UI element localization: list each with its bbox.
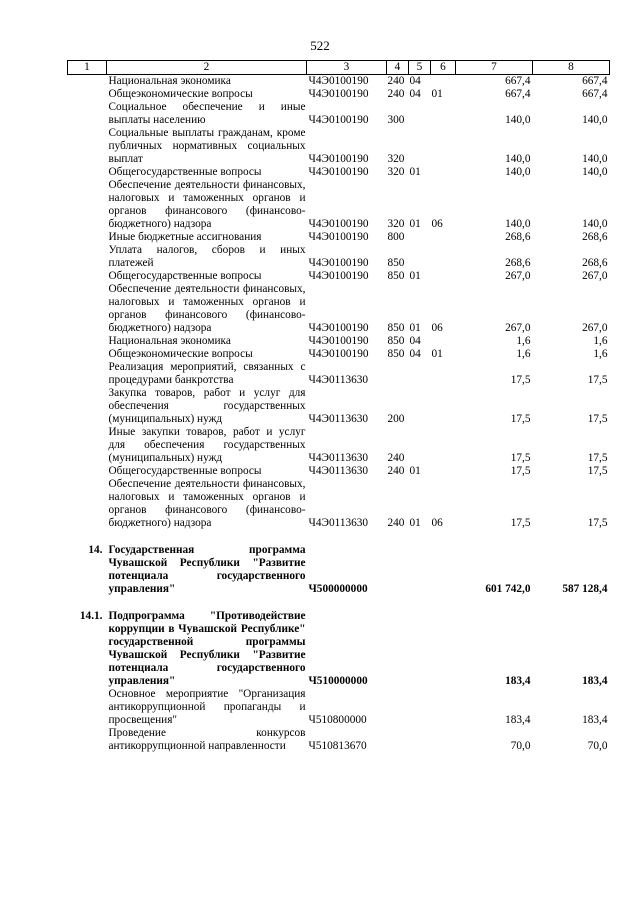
row-name: Иные бюджетные ассигнования <box>108 231 262 243</box>
row-section: 01 <box>409 465 421 477</box>
row-amount-year-2: 268,6 <box>582 231 608 243</box>
row-amount-year-1: 140,0 <box>505 153 531 165</box>
row-amount-year-2: 267,0 <box>582 270 608 282</box>
row-amount-year-2: 268,6 <box>582 257 608 269</box>
row-subsection <box>431 387 456 426</box>
row-number: 14. <box>88 544 103 556</box>
row-number <box>68 688 107 727</box>
row-expense-type: 850 <box>387 348 405 360</box>
row-code: Ч4Э0100190 <box>308 88 369 100</box>
header-col-8: 8 <box>533 61 610 75</box>
row-amount-year-2: 140,0 <box>582 218 608 230</box>
row-subsection <box>431 127 456 166</box>
row-section: 01 <box>409 517 421 529</box>
row-number <box>68 231 107 244</box>
row-amount-year-1: 17,5 <box>510 452 531 464</box>
table-row <box>68 361 610 387</box>
row-subsection: 01 <box>431 348 443 360</box>
page-number: 522 <box>310 38 330 53</box>
row-name: Реализация мероприятий, связанных с процедурами банкротства <box>108 361 306 386</box>
table-row <box>68 283 610 335</box>
header-col-1: 1 <box>68 61 107 75</box>
row-section <box>409 127 431 166</box>
row-amount-year-1: 183,4 <box>505 714 531 726</box>
row-subsection <box>431 231 456 244</box>
row-expense-type: 800 <box>387 231 405 243</box>
row-subsection <box>431 361 456 387</box>
row-expense-type: 850 <box>387 335 405 347</box>
row-subsection: 06 <box>431 322 443 334</box>
row-amount-year-2: 587 128,4 <box>562 583 608 595</box>
row-section: 01 <box>409 166 421 178</box>
row-number <box>68 335 107 348</box>
row-code: Ч4Э0100190 <box>308 114 369 126</box>
row-number <box>68 361 107 387</box>
row-expense-type: 240 <box>387 88 405 100</box>
table-row <box>68 544 610 596</box>
row-section <box>409 361 431 387</box>
row-code: Ч4Э0100190 <box>308 322 369 334</box>
row-amount-year-2: 17,5 <box>587 465 608 477</box>
row-amount-year-1: 667,4 <box>505 75 531 87</box>
spacer-cell <box>68 530 610 544</box>
row-number <box>68 348 107 361</box>
row-name: Общегосударственные вопросы <box>108 166 262 178</box>
row-expense-type <box>387 544 409 596</box>
row-expense-type: 240 <box>387 75 405 87</box>
table-row <box>68 348 610 361</box>
table-row <box>68 75 610 89</box>
row-code: Ч4Э0100190 <box>308 231 369 243</box>
row-name: Общеэкономические вопросы <box>108 88 253 100</box>
row-section <box>409 387 431 426</box>
row-subsection <box>431 166 456 179</box>
row-number <box>68 465 107 478</box>
row-name: Обеспечение деятельности финансовых, налоговых и таможенных органов и органов финансового (финансово-бюджетного) надзора <box>108 179 306 230</box>
row-amount-year-1: 140,0 <box>505 166 531 178</box>
row-section <box>409 688 431 727</box>
row-name: Общеэкономические вопросы <box>108 348 253 360</box>
row-number <box>68 387 107 426</box>
table-header-row <box>68 61 610 75</box>
row-expense-type <box>387 610 409 688</box>
row-section <box>409 101 431 127</box>
row-amount-year-1: 17,5 <box>510 374 531 386</box>
row-expense-type: 240 <box>387 517 405 529</box>
row-amount-year-2: 667,4 <box>582 75 608 87</box>
row-subsection: 06 <box>431 218 443 230</box>
row-code: Ч4Э0100190 <box>308 335 369 347</box>
table-row <box>68 244 610 270</box>
row-expense-type: 850 <box>387 322 405 334</box>
row-number <box>68 101 107 127</box>
row-expense-type: 320 <box>387 218 405 230</box>
row-number <box>68 244 107 270</box>
row-subsection <box>431 101 456 127</box>
table-row <box>68 88 610 101</box>
row-amount-year-2: 17,5 <box>587 517 608 529</box>
row-section <box>409 544 431 596</box>
row-name: Подпрограмма "Противодействие коррупции в Чувашской Республике" государственной программы Чувашской Республики "Развитие потенциала государственного управления" <box>108 610 306 687</box>
row-amount-year-1: 267,0 <box>505 270 531 282</box>
row-code: Ч500000000 <box>308 583 368 595</box>
header-col-7: 7 <box>456 61 533 75</box>
row-amount-year-2: 183,4 <box>582 675 608 687</box>
table-spacer-row <box>68 596 610 610</box>
row-section: 01 <box>409 322 421 334</box>
row-number <box>68 179 107 231</box>
row-name: Основное мероприятие "Организация антикоррупционной пропаганды и просвещения" <box>108 688 306 726</box>
row-amount-year-1: 17,5 <box>510 517 531 529</box>
table-row <box>68 166 610 179</box>
row-amount-year-2: 1,6 <box>593 348 608 360</box>
row-name: Обеспечение деятельности финансовых, налоговых и таможенных органов и органов финансового (финансово-бюджетного) надзора <box>108 478 306 529</box>
row-amount-year-2: 70,0 <box>587 740 608 752</box>
row-section: 04 <box>409 88 421 100</box>
row-expense-type: 850 <box>387 270 405 282</box>
row-expense-type: 240 <box>387 465 405 477</box>
row-amount-year-1: 1,6 <box>516 335 531 347</box>
row-name: Национальная экономика <box>108 75 231 87</box>
row-amount-year-2: 1,6 <box>593 335 608 347</box>
row-name: Социальное обеспечение и иные выплаты населению <box>108 101 306 126</box>
row-subsection <box>431 75 456 89</box>
table-row <box>68 127 610 166</box>
row-code: Ч4Э0113630 <box>308 374 369 386</box>
table-row <box>68 387 610 426</box>
row-number <box>68 166 107 179</box>
row-amount-year-1: 140,0 <box>505 114 531 126</box>
row-code: Ч4Э0113630 <box>308 413 369 425</box>
row-number <box>68 478 107 530</box>
budget-table <box>67 60 610 753</box>
header-col-2: 2 <box>107 61 307 75</box>
row-number <box>68 727 107 753</box>
row-section <box>409 426 431 465</box>
row-section: 04 <box>409 335 421 347</box>
row-amount-year-1: 268,6 <box>505 257 531 269</box>
table-row <box>68 478 610 530</box>
row-name: Общегосударственные вопросы <box>108 270 262 282</box>
row-name: Иные закупки товаров, работ и услуг для обеспечения государственных (муниципальных) нужд <box>108 426 306 464</box>
row-amount-year-1: 140,0 <box>505 218 531 230</box>
row-section: 01 <box>409 218 421 230</box>
row-amount-year-1: 1,6 <box>516 348 531 360</box>
row-subsection: 01 <box>431 88 443 100</box>
row-amount-year-1: 183,4 <box>505 675 531 687</box>
row-amount-year-2: 183,4 <box>582 714 608 726</box>
row-code: Ч4Э0113630 <box>308 452 369 464</box>
row-number <box>68 283 107 335</box>
header-col-6: 6 <box>431 61 456 75</box>
row-section: 04 <box>409 75 421 87</box>
row-subsection <box>431 544 456 596</box>
table-row <box>68 688 610 727</box>
row-expense-type: 300 <box>387 114 405 126</box>
row-code: Ч4Э0100190 <box>308 218 369 230</box>
row-code: Ч510813670 <box>308 740 367 752</box>
row-section: 04 <box>409 348 421 360</box>
row-subsection <box>431 426 456 465</box>
row-name: Общегосударственные вопросы <box>108 465 262 477</box>
row-amount-year-2: 667,4 <box>582 88 608 100</box>
table-row <box>68 179 610 231</box>
row-expense-type: 200 <box>387 413 405 425</box>
row-code: Ч4Э0100190 <box>308 153 369 165</box>
row-number <box>68 88 107 101</box>
table-row <box>68 101 610 127</box>
row-code: Ч510800000 <box>308 714 367 726</box>
row-amount-year-1: 667,4 <box>505 88 531 100</box>
row-number: 14.1. <box>79 610 103 622</box>
table-row <box>68 727 610 753</box>
row-amount-year-1: 601 742,0 <box>485 583 531 595</box>
table-row <box>68 270 610 283</box>
row-code: Ч4Э0100190 <box>308 257 369 269</box>
row-name: Уплата налогов, сборов и иных платежей <box>108 244 306 269</box>
table-row <box>68 335 610 348</box>
row-section: 01 <box>409 270 421 282</box>
row-name: Социальные выплаты гражданам, кроме публичных нормативных социальных выплат <box>108 127 306 165</box>
row-amount-year-2: 17,5 <box>587 413 608 425</box>
row-amount-year-2: 17,5 <box>587 452 608 464</box>
row-name: Государственная программа Чувашской Республики "Развитие потенциала государственного управления" <box>108 544 306 595</box>
table-row <box>68 231 610 244</box>
row-number <box>68 270 107 283</box>
row-amount-year-1: 70,0 <box>510 740 531 752</box>
row-section <box>409 244 431 270</box>
table-row <box>68 610 610 688</box>
row-code: Ч4Э0100190 <box>308 166 369 178</box>
row-subsection <box>431 610 456 688</box>
row-section <box>409 727 431 753</box>
header-col-5: 5 <box>409 61 431 75</box>
row-amount-year-1: 267,0 <box>505 322 531 334</box>
row-amount-year-2: 140,0 <box>582 153 608 165</box>
row-amount-year-1: 268,6 <box>505 231 531 243</box>
row-subsection <box>431 727 456 753</box>
row-amount-year-1: 17,5 <box>510 413 531 425</box>
row-name: Обеспечение деятельности финансовых, налоговых и таможенных органов и органов финансового (финансово-бюджетного) надзора <box>108 283 306 334</box>
row-code: Ч4Э0113630 <box>308 465 369 477</box>
row-number <box>68 127 107 166</box>
row-subsection <box>431 270 456 283</box>
row-subsection <box>431 335 456 348</box>
row-expense-type: 320 <box>387 166 405 178</box>
row-code: Ч4Э0100190 <box>308 75 369 87</box>
header-col-4: 4 <box>387 61 409 75</box>
row-amount-year-2: 140,0 <box>582 166 608 178</box>
row-amount-year-2: 140,0 <box>582 114 608 126</box>
row-amount-year-2: 17,5 <box>587 374 608 386</box>
header-col-3: 3 <box>307 61 387 75</box>
row-amount-year-2: 267,0 <box>582 322 608 334</box>
table-row <box>68 426 610 465</box>
row-subsection <box>431 244 456 270</box>
row-subsection: 06 <box>431 517 443 529</box>
row-expense-type: 850 <box>387 257 405 269</box>
table-row <box>68 465 610 478</box>
table-spacer-row <box>68 530 610 544</box>
row-expense-type <box>387 361 409 387</box>
row-section <box>409 231 431 244</box>
row-name: Национальная экономика <box>108 335 231 347</box>
row-name: Закупка товаров, работ и услуг для обеспечения государственных (муниципальных) нужд <box>108 387 306 425</box>
row-expense-type <box>387 727 409 753</box>
row-code: Ч510000000 <box>308 675 368 687</box>
row-code: Ч4Э0100190 <box>308 348 369 360</box>
row-name: Проведение конкурсов антикоррупционной направленности <box>108 727 306 752</box>
row-expense-type: 240 <box>387 452 405 464</box>
row-expense-type: 320 <box>387 153 405 165</box>
spacer-cell <box>68 596 610 610</box>
row-subsection <box>431 688 456 727</box>
row-subsection <box>431 465 456 478</box>
row-code: Ч4Э0100190 <box>308 270 369 282</box>
row-number <box>68 426 107 465</box>
row-amount-year-1: 17,5 <box>510 465 531 477</box>
row-code: Ч4Э0113630 <box>308 517 369 529</box>
row-section <box>409 610 431 688</box>
row-number <box>68 75 107 89</box>
row-expense-type <box>387 688 409 727</box>
